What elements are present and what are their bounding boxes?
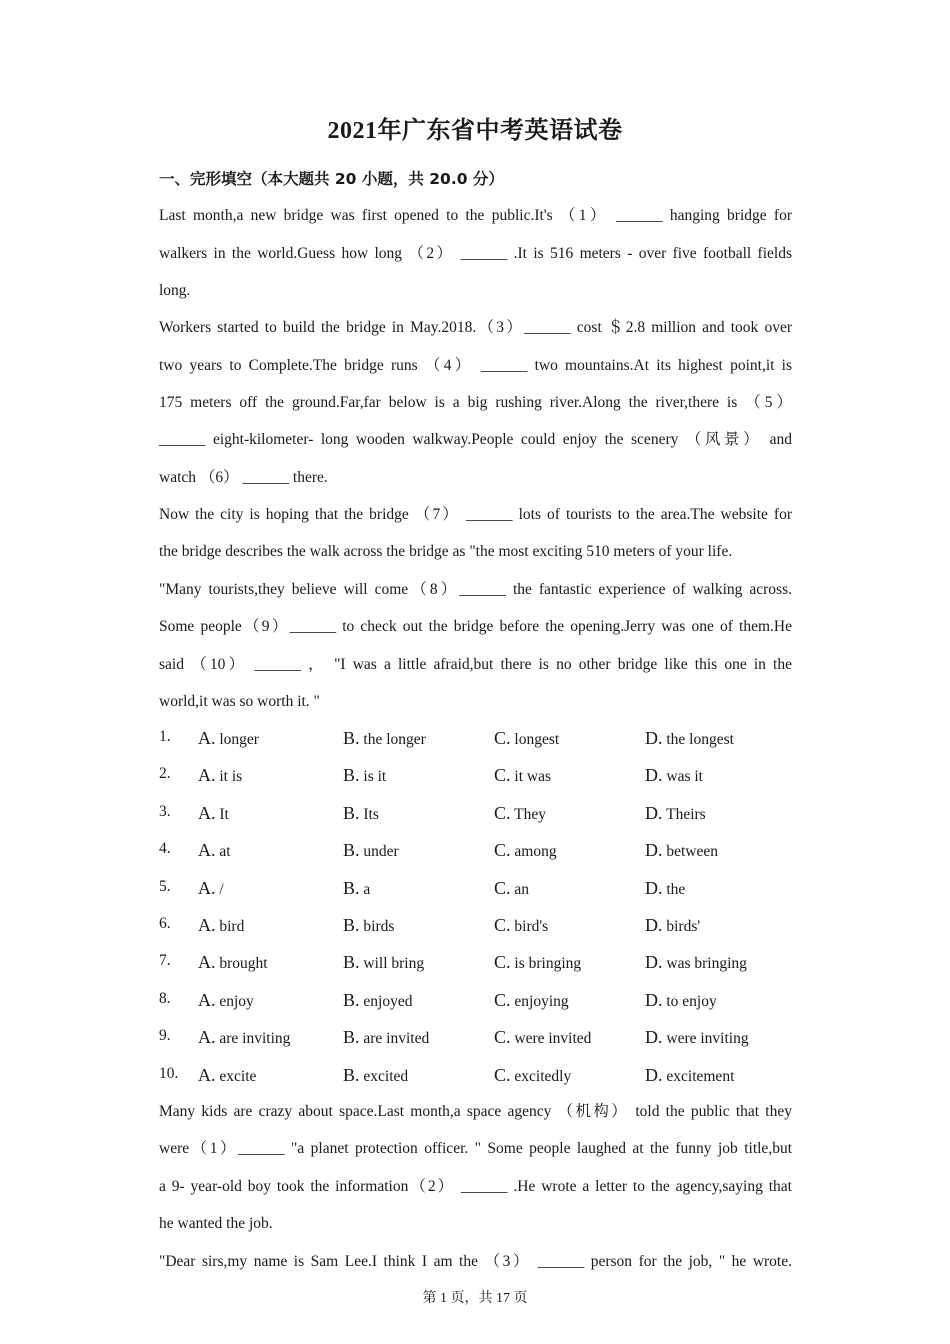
passage-line: he wanted the job. (159, 1215, 273, 1232)
answer-option (343, 840, 399, 861)
passage-line: said （10） ______ ， "I was a little afraid,but there is no other bridge like this one in the (159, 656, 792, 673)
option-text: excite (219, 1068, 257, 1085)
option-letter: C. (494, 952, 511, 972)
option-letter: B. (343, 728, 360, 748)
passage-line: Now the city is hoping that the bridge （7） ______ lots of tourists to the area.The website for (159, 506, 792, 523)
passage-line: the bridge describes the walk across the bridge as "the most exciting 510 meters of your life. (159, 543, 733, 560)
option-text: are invited (363, 1030, 430, 1047)
answer-option (494, 840, 557, 861)
option-letter: B. (343, 915, 360, 935)
answer-option (343, 952, 424, 973)
option-letter: B. (343, 1065, 360, 1085)
option-letter: A. (198, 840, 216, 860)
answer-option (198, 803, 229, 824)
option-text: enjoying (514, 993, 569, 1010)
question-number: 7. (159, 952, 171, 969)
answer-option (343, 728, 426, 749)
passage-line: "Many tourists,they believe will come（8）______ the fantastic experience of walking across. (159, 581, 792, 598)
option-letter: D. (645, 990, 663, 1010)
option-letter: B. (343, 878, 360, 898)
answer-option (645, 990, 717, 1011)
option-text: is bringing (514, 955, 582, 972)
option-letter: D. (645, 1027, 663, 1047)
option-text: the (666, 881, 686, 898)
option-letter: C. (494, 1027, 511, 1047)
page-title: 2021年广东省中考英语试卷 (327, 118, 623, 144)
question-number: 10. (159, 1065, 179, 1082)
answer-option (494, 990, 569, 1011)
answer-option (343, 878, 370, 899)
passage-line: ______ eight-kilometer- long wooden walkway.People could enjoy the scenery （风景） and (159, 431, 792, 448)
option-letter: D. (645, 840, 663, 860)
option-text: an (514, 881, 530, 898)
option-text: bird's (514, 918, 549, 935)
question-row (159, 990, 799, 1014)
answer-option (645, 728, 734, 749)
option-text: were invited (514, 1030, 592, 1047)
option-text: birds' (666, 918, 701, 935)
option-letter: A. (198, 803, 216, 823)
option-letter: D. (645, 765, 663, 785)
answer-option (343, 915, 394, 936)
question-number: 3. (159, 803, 171, 820)
option-text: Theirs (666, 806, 706, 823)
answer-option (343, 990, 412, 1011)
answer-option (494, 1027, 591, 1048)
option-letter: C. (494, 878, 511, 898)
option-text: They (514, 806, 546, 823)
answer-option (494, 765, 551, 786)
option-letter: A. (198, 1065, 216, 1085)
option-text: the longer (363, 731, 426, 748)
option-letter: A. (198, 952, 216, 972)
answer-option (645, 952, 747, 973)
option-letter: C. (494, 803, 511, 823)
answer-option (343, 1065, 408, 1086)
answer-option (343, 1027, 429, 1048)
option-text: it was (514, 768, 551, 785)
answer-option (198, 1027, 290, 1048)
option-letter: A. (198, 728, 216, 748)
answer-option (494, 915, 548, 936)
option-text: are inviting (219, 1030, 291, 1047)
question-number: 6. (159, 915, 171, 932)
option-letter: C. (494, 728, 511, 748)
option-text: were inviting (666, 1030, 749, 1047)
option-text: under (363, 843, 399, 860)
section-heading: 一、完形填空（本大题共 20 小题，共 20.0 分） (159, 170, 504, 188)
answer-option (494, 1065, 571, 1086)
question-row (159, 803, 799, 827)
answer-option (494, 952, 581, 973)
passage-line: walkers in the world.Guess how long （2） ______ .It is 516 meters - over five football fields (159, 245, 792, 262)
question-row (159, 765, 799, 789)
answer-option (645, 915, 700, 936)
answer-option (645, 803, 706, 824)
answer-option (198, 915, 244, 936)
option-letter: D. (645, 803, 663, 823)
option-text: it is (219, 768, 243, 785)
option-text: excitedly (514, 1068, 572, 1085)
passage-line: world,it was so worth it. " (159, 693, 320, 710)
option-letter: A. (198, 990, 216, 1010)
option-text: is it (363, 768, 387, 785)
option-text: longest (514, 731, 560, 748)
option-text: a (363, 881, 371, 898)
answer-option (645, 878, 685, 899)
question-row (159, 878, 799, 902)
page-footer: 第 1 页，共 17 页 (422, 1291, 528, 1306)
question-number: 9. (159, 1027, 171, 1044)
option-text: birds (363, 918, 395, 935)
option-text: longer (219, 731, 259, 748)
option-letter: C. (494, 915, 511, 935)
option-text: bird (219, 918, 245, 935)
answer-option (494, 728, 559, 749)
option-text: was it (666, 768, 703, 785)
option-text: / (219, 881, 224, 898)
option-text: excitement (666, 1068, 735, 1085)
question-number: 5. (159, 878, 171, 895)
option-letter: D. (645, 952, 663, 972)
question-row (159, 1065, 799, 1089)
option-text: Its (363, 806, 379, 823)
passage-line: Some people（9）______ to check out the bridge before the opening.Jerry was one of them.He (159, 618, 792, 635)
option-text: enjoyed (363, 993, 413, 1010)
answer-option (494, 803, 546, 824)
option-letter: C. (494, 840, 511, 860)
option-text: brought (219, 955, 268, 972)
question-row (159, 1027, 799, 1051)
answer-option (645, 765, 703, 786)
question-number: 1. (159, 728, 171, 745)
option-letter: B. (343, 803, 360, 823)
passage-line: Workers started to build the bridge in May.2018.（3）______ cost ＄2.8 million and took over (159, 319, 792, 336)
option-text: was bringing (666, 955, 747, 972)
option-letter: B. (343, 840, 360, 860)
answer-option (198, 1065, 256, 1086)
passage-line: two years to Complete.The bridge runs （4） ______ two mountains.At its highest point,it is (159, 357, 792, 374)
option-letter: D. (645, 728, 663, 748)
answer-option (198, 840, 231, 861)
option-letter: A. (198, 1027, 216, 1047)
option-letter: A. (198, 765, 216, 785)
option-text: among (514, 843, 557, 860)
passage-line: long. (159, 282, 191, 299)
answer-option (645, 1027, 749, 1048)
question-number: 4. (159, 840, 171, 857)
passage-line: Many kids are crazy about space.Last month,a space agency （机构） told the public that they (159, 1103, 792, 1120)
option-text: between (666, 843, 719, 860)
question-row (159, 728, 799, 752)
answer-option (343, 765, 386, 786)
option-letter: D. (645, 1065, 663, 1085)
passage-line: a 9- year-old boy took the information（2） ______ .He wrote a letter to the agency,saying that (159, 1178, 792, 1195)
option-letter: B. (343, 952, 360, 972)
question-row (159, 915, 799, 939)
question-row (159, 952, 799, 976)
option-text: to enjoy (666, 993, 717, 1010)
answer-option (198, 878, 224, 899)
option-letter: C. (494, 1065, 511, 1085)
passage-line: watch （6） ______ there. (159, 469, 328, 486)
answer-option (645, 840, 718, 861)
answer-option (198, 765, 242, 786)
passage-line: "Dear sirs,my name is Sam Lee.I think I am the （3） ______ person for the job, " he wrote. (159, 1253, 792, 1270)
option-text: will bring (363, 955, 425, 972)
option-text: at (219, 843, 231, 860)
passage-line: 175 meters off the ground.Far,far below is a big rushing river.Along the river,there is （5） (159, 394, 792, 411)
passage-line: were（1）______ "a planet protection officer. " Some people laughed at the funny job title,but (159, 1140, 792, 1157)
answer-option (198, 990, 254, 1011)
option-letter: B. (343, 765, 360, 785)
option-letter: C. (494, 765, 511, 785)
option-text: the longest (666, 731, 734, 748)
option-text: It (219, 806, 229, 823)
option-letter: D. (645, 878, 663, 898)
option-letter: B. (343, 1027, 360, 1047)
option-text: excited (363, 1068, 409, 1085)
option-letter: D. (645, 915, 663, 935)
answer-option (198, 952, 268, 973)
answer-option (343, 803, 379, 824)
option-text: enjoy (219, 993, 254, 1010)
passage-line: Last month,a new bridge was first opened to the public.It's （1） ______ hanging bridge for (159, 207, 792, 224)
question-row (159, 840, 799, 864)
option-letter: A. (198, 915, 216, 935)
answer-option (198, 728, 259, 749)
answer-option (494, 878, 529, 899)
option-letter: B. (343, 990, 360, 1010)
question-number: 2. (159, 765, 171, 782)
option-letter: C. (494, 990, 511, 1010)
option-letter: A. (198, 878, 216, 898)
answer-option (645, 1065, 734, 1086)
question-number: 8. (159, 990, 171, 1007)
